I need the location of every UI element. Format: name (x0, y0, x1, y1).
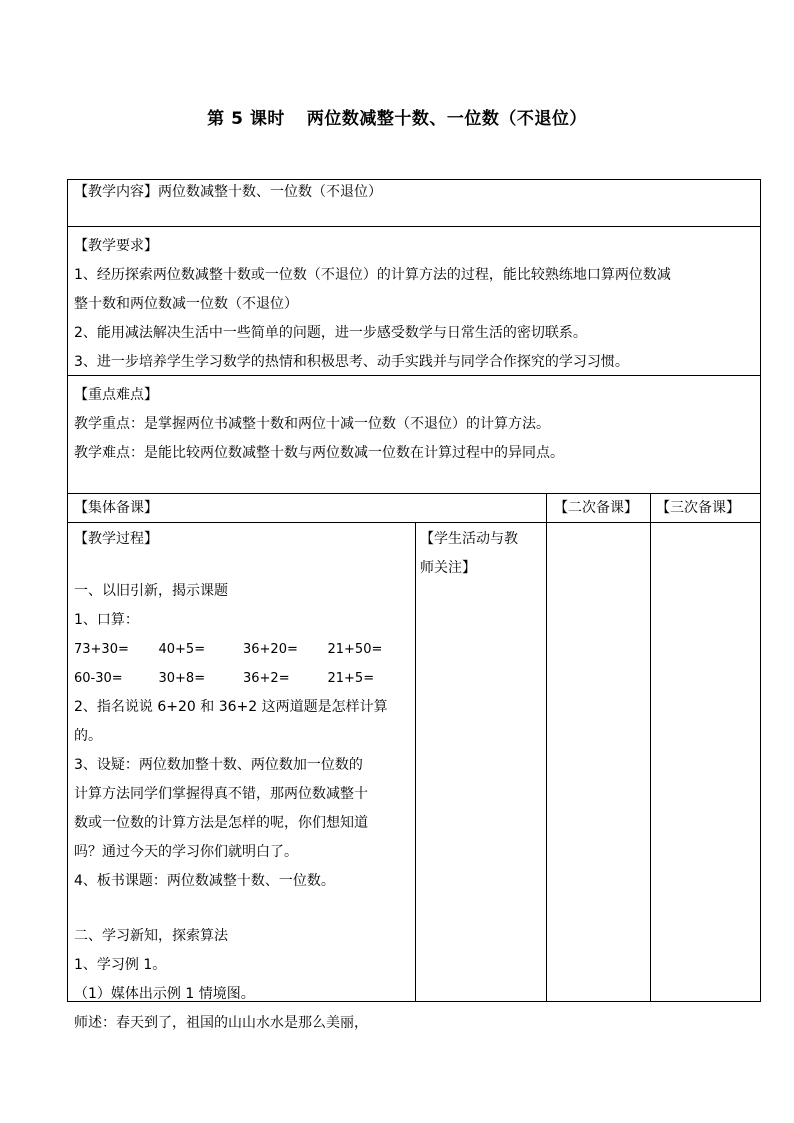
requirement-line: 3、进一步培养学生学习数学的热情和积极思考、动手实践并与同学合作探究的学习习惯。 (74, 354, 629, 370)
math-item: 30+8= (158, 671, 206, 686)
keypoints-label: 【重点难点】 (74, 387, 158, 403)
math-item: 60-30= (74, 671, 123, 686)
column-divider-1 (415, 522, 416, 1002)
math-item: 73+30= (74, 642, 129, 657)
process-line: 4、板书课题：两位数减整十数、一位数。 (74, 873, 335, 889)
student-activity-label-1: 【学生活动与教 (420, 531, 518, 547)
requirements-label: 【教学要求】 (74, 238, 158, 254)
process-line: 1、学习例 1。 (74, 957, 167, 973)
keypoint-difficulty: 教学难点：是能比较两位数减整十数与两位数减一位数在计算过程中的异同点。 (74, 445, 564, 461)
process-line: 计算方法同学们掌握得真不错，那两位数减整十 (74, 786, 368, 802)
lesson-number: 第 5 课时 (207, 109, 285, 129)
process-line: 二、学习新知，探索算法 (74, 928, 228, 944)
math-item: 36+20= (243, 642, 298, 657)
third-prep-header: 【三次备课】 (656, 500, 740, 516)
collective-prep-header: 【集体备课】 (74, 500, 158, 516)
process-line: 1、口算： (74, 612, 139, 628)
column-divider-2 (546, 494, 547, 1002)
teaching-content-text: 两位数减整十数、一位数（不退位） (158, 184, 382, 200)
process-line: 一、以旧引新，揭示课题 (74, 583, 228, 599)
process-line: 数或一位数的计算方法是怎样的呢，你们想知道 (74, 815, 368, 831)
requirement-line: 整十数和两位数减一位数（不退位） (74, 296, 298, 312)
student-activity-column (420, 525, 542, 583)
math-item: 21+5= (327, 671, 375, 686)
process-line: 的。 (74, 728, 102, 744)
math-item: 36+2= (243, 671, 290, 686)
process-line: 3、设疑：两位数加整十数、两位数加一位数的 (74, 757, 363, 773)
teaching-requirements-row (68, 227, 760, 376)
teaching-content-label: 【教学内容】 (74, 184, 158, 200)
mental-math-row (74, 664, 412, 693)
process-label: 【教学过程】 (74, 531, 158, 547)
math-item: 40+5= (158, 642, 206, 657)
student-activity-label-2: 师关注】 (420, 560, 476, 576)
second-prep-header: 【二次备课】 (554, 500, 638, 516)
lesson-plan-table (67, 179, 761, 1031)
math-item: 21+50= (327, 642, 383, 657)
requirement-line: 1、经历探索两位数减整十数或一位数（不退位）的计算方法的过程，能比较熟练地口算两位数减 (74, 267, 671, 283)
mental-math-row (74, 635, 412, 664)
process-line: 吗？通过今天的学习你们就明白了。 (74, 844, 298, 860)
process-line: （1）媒体出示例 1 情境图。 (74, 986, 255, 1002)
requirement-line: 2、能用减法解决生活中一些简单的问题，进一步感受数学与日常生活的密切联系。 (74, 325, 587, 341)
teaching-content-row (68, 180, 760, 227)
page-title (0, 104, 794, 129)
column-divider-3 (650, 494, 651, 1002)
teaching-process-column (74, 525, 412, 1038)
process-line: 2、指名说说 6+20 和 36+2 这两道题是怎样计算 (74, 699, 388, 715)
keypoint-focus: 教学重点：是掌握两位书减整十数和两位十减一位数（不退位）的计算方法。 (74, 416, 550, 432)
key-points-row (68, 376, 760, 494)
lesson-topic: 两位数减整十数、一位数（不退位） (306, 109, 587, 129)
process-line: 师述：春天到了，祖国的山山水水是那么美丽， (74, 1015, 368, 1031)
